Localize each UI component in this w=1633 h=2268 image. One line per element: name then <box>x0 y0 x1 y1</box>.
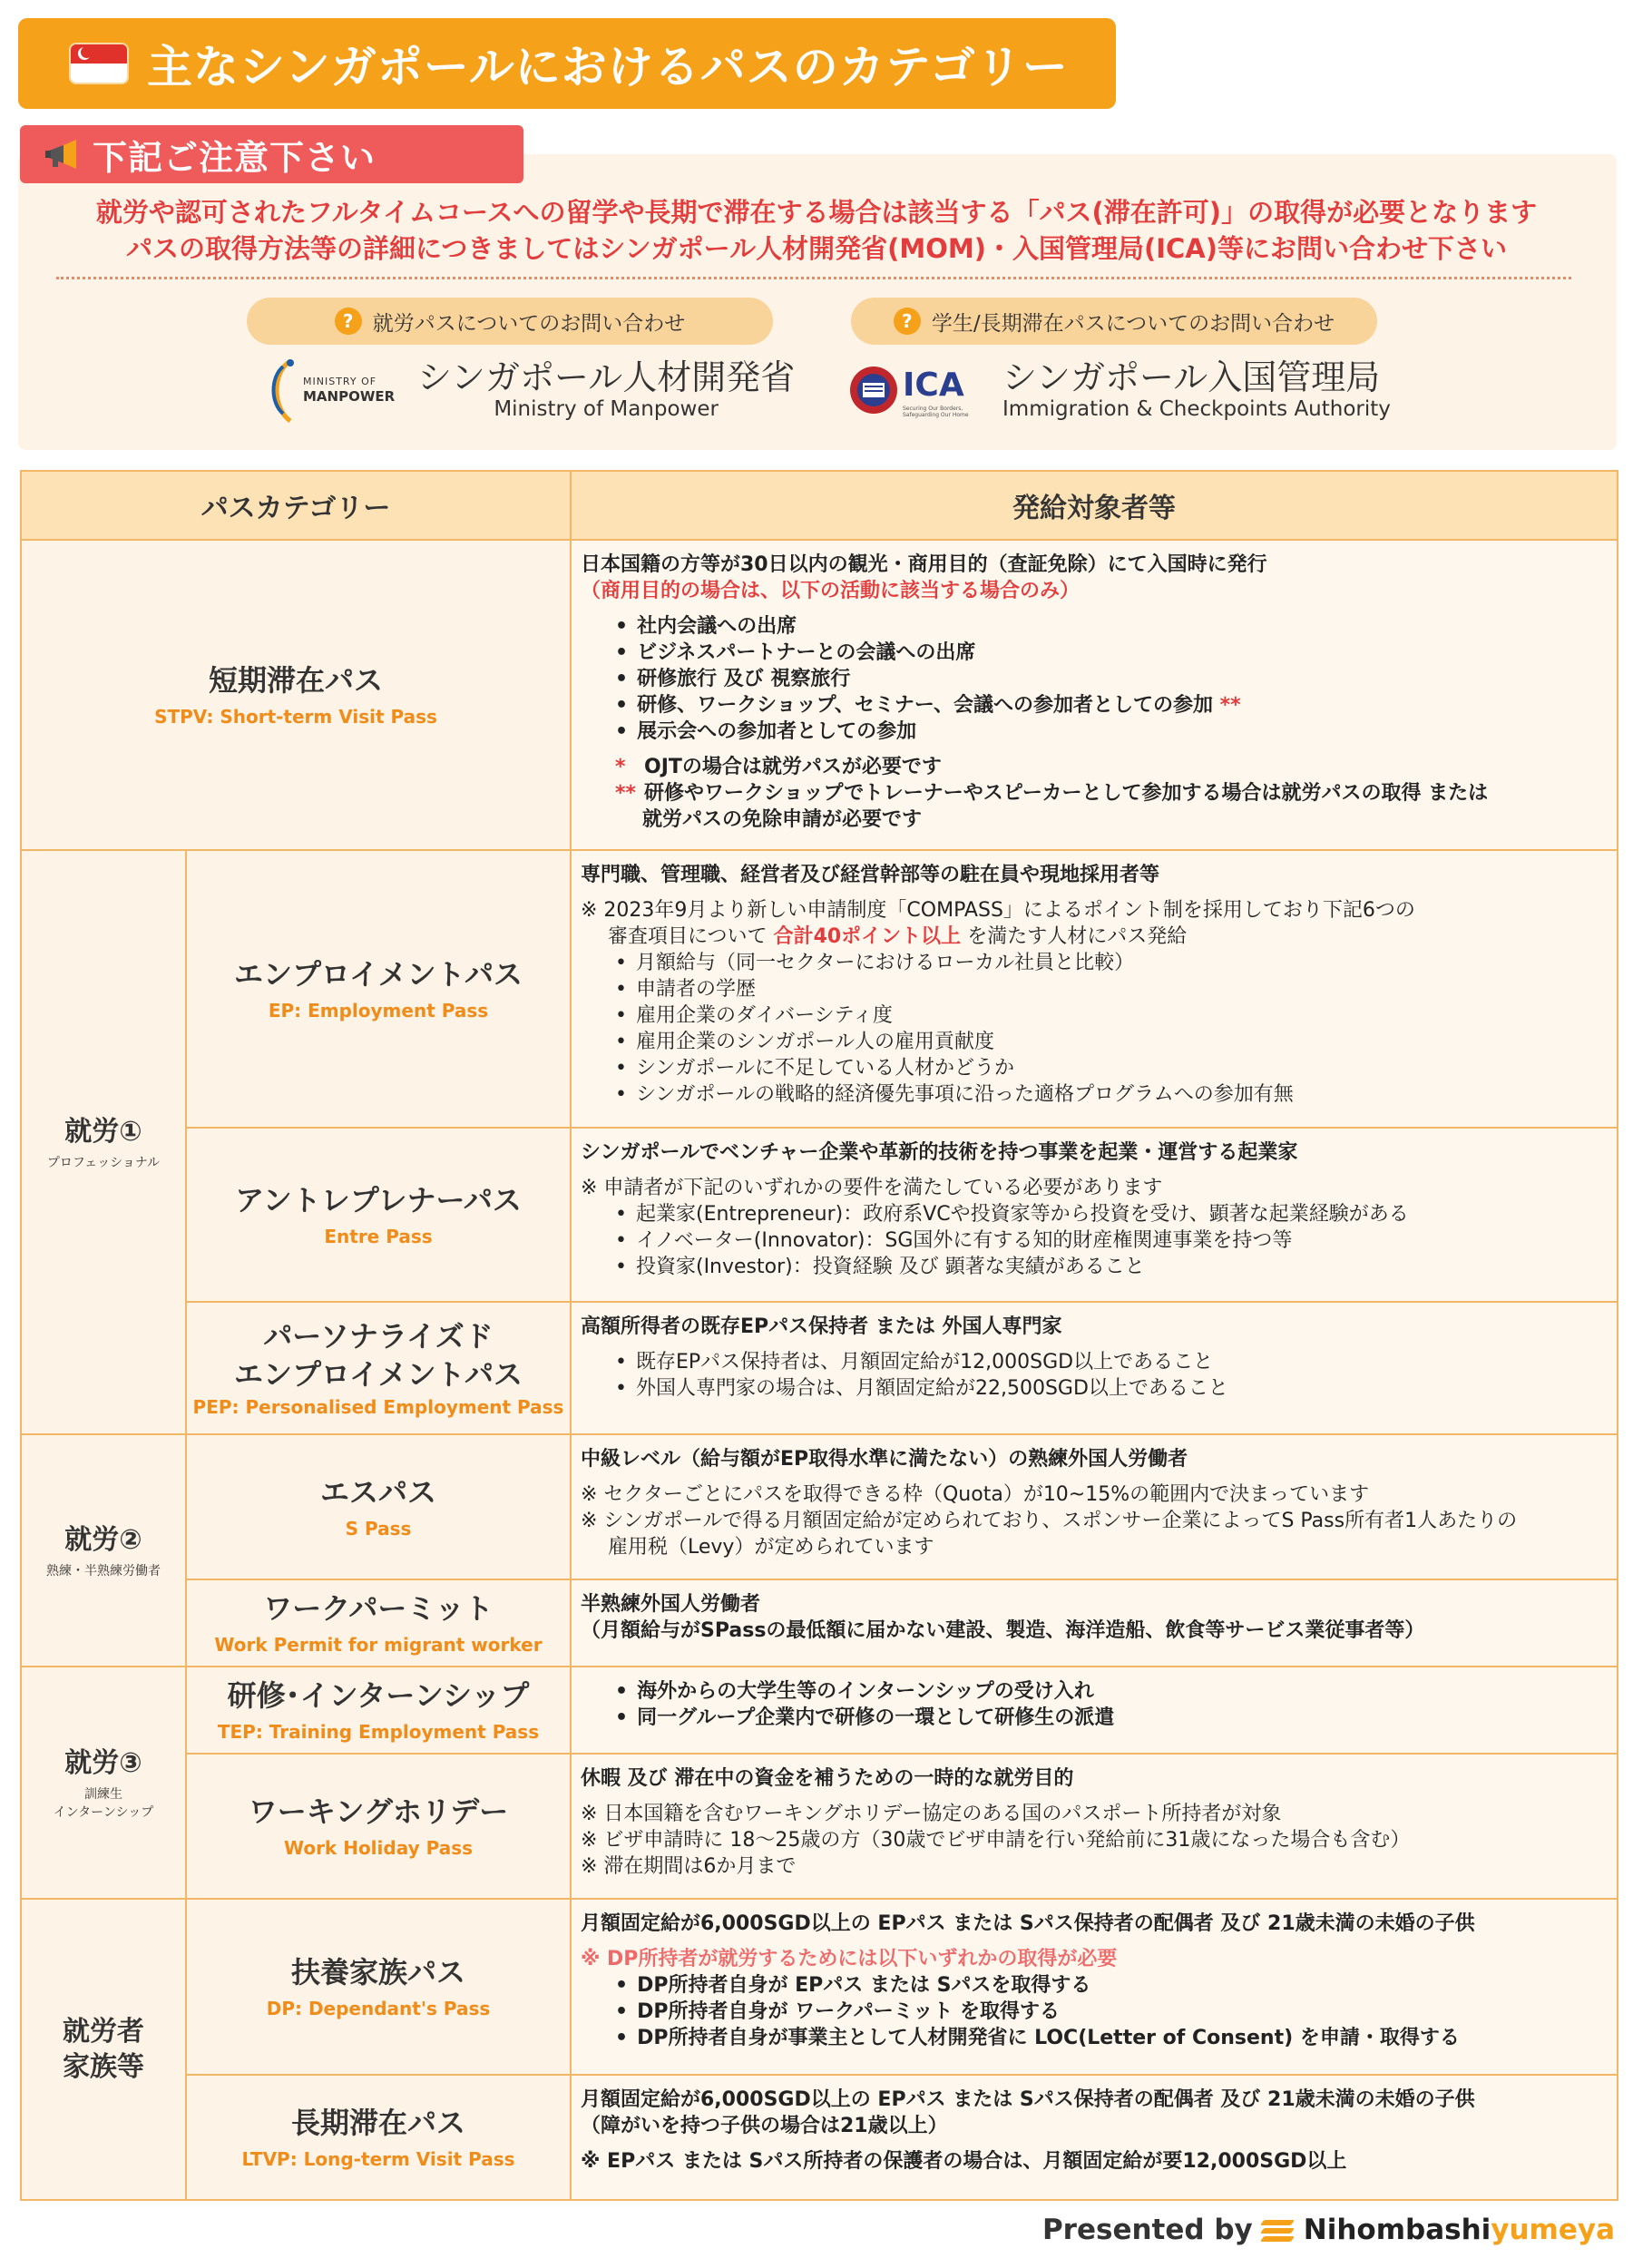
question-icon: ? <box>894 308 921 335</box>
presented-by: Presented by <box>1041 2214 1253 2246</box>
pass-table <box>20 470 1617 2201</box>
ica-name-en: Immigration & Checkpoints Authority <box>1002 396 1391 421</box>
title-bar <box>18 18 1116 109</box>
group-family: 就労者 家族等 <box>21 1899 186 2200</box>
table-row-spass <box>21 1434 1618 1579</box>
singapore-flag-icon <box>71 44 127 83</box>
target-tep: • 海外からの大学生等のインターンシップの受け入れ • 同一グループ企業内で研修の一環として研修生の派遣 <box>571 1667 1618 1754</box>
brand-name-a: Nihombashi <box>1303 2214 1491 2246</box>
category-wp: ワークパーミット Work Permit for migrant worker <box>186 1579 571 1667</box>
ica-name: シンガポール入国管理局 <box>1002 357 1381 398</box>
target-entre: シンガポールでベンチャー企業や革新的技術を持つ事業を起業・運営する起業家 ※ 申請者が下記のいずれかの要件を満たしている必要があります • 起業家(Entrepreneur)：政府系VCや投資家等から投資を受け、顕著な起業経験がある • イノベーター(Innovator)：SG国外に有する知的財産権関連事業を持つ等 • 投資家(Investor)：投資経験 及び 顕著な実績があること <box>571 1128 1618 1302</box>
student-pass-inquiry-pill: ? 学生/長期滞在パスについてのお問い合わせ <box>851 298 1377 345</box>
divider <box>56 277 1571 279</box>
target-spass: 中級レベル（給与額がEP取得水準に満たない）の熟練外国人労働者 ※ セクターごとにパスを取得できる枠（Quota）が10~15%の範囲内で決まっています ※ シンガポールで得る月額固定給が定められており、スポンサー企業によってS Pass所有者1人あたりの 雇用税（Levy）が定められています <box>571 1434 1618 1579</box>
ica-logo: ICA Securing Our Borders, Safeguarding Our Home <box>848 354 984 426</box>
header-category: パスカテゴリー <box>21 471 571 540</box>
notice-tab-label: 下記ご注意下さい <box>93 137 376 178</box>
ica-contact <box>848 354 1391 426</box>
target-wp: 半熟練外国人労働者 （月額給与がSPassの最低額に届かない建設、製造、海洋造船、飲食等サービス業従事者等） <box>571 1579 1618 1667</box>
table-row-pep <box>21 1302 1618 1434</box>
table-row-stpv <box>21 540 1618 850</box>
brand-name-b: yumeya <box>1491 2214 1615 2246</box>
table-row-ltvp <box>21 2075 1618 2200</box>
mom-name: シンガポール人材開発省 <box>417 357 796 398</box>
table-row-wp <box>21 1579 1618 1667</box>
category-stpv: 短期滞在パス STPV: Short-term Visit Pass <box>21 540 571 850</box>
category-wh: ワーキングホリデー Work Holiday Pass <box>186 1754 571 1899</box>
category-entre: アントレプレナーパス Entre Pass <box>186 1128 571 1302</box>
group-work-3: 就労③ 訓練生 インターンシップ <box>21 1667 186 1899</box>
category-pep: パーソナライズド エンプロイメントパス PEP: Personalised Employment Pass <box>186 1302 571 1434</box>
header-target: 発給対象者等 <box>571 471 1618 540</box>
notice-tab <box>20 125 523 183</box>
category-spass: エスパス S Pass <box>186 1434 571 1579</box>
target-stpv: 日本国籍の方等が30日以内の観光・商用目的（査証免除）にて入国時に発行 （商用目的の場合は、以下の活動に該当する場合のみ） • 社内会議への出席 • ビジネスパートナーとの会議への出席 • 研修旅行 及び 視察旅行 • 研修、ワークショップ、セミナー、会議への参加者としての参加 ** • 展示会への参加者としての参加 * OJTの場合は就労パスが必要です ** 研修やワークショップでトレーナーやスピーカーとして参加する場合は就労パスの取得 または 就労パスの免除申請が必要です <box>571 540 1618 850</box>
question-icon: ? <box>335 308 362 335</box>
category-ep: エンプロイメントパス EP: Employment Pass <box>186 850 571 1128</box>
table-row-tep <box>21 1667 1618 1754</box>
mom-contact <box>263 354 795 426</box>
group-work-1: 就労① プロフェッショナル <box>21 850 186 1434</box>
brand-logo-icon <box>1262 2218 1295 2242</box>
notice-line-2: パスの取得方法等の詳細につきましてはシンガポール人材開発省(MOM)・入国管理局(ICA)等にお問い合わせ下さい <box>125 233 1508 264</box>
mom-name-en: Ministry of Manpower <box>494 396 719 421</box>
work-pass-inquiry-pill: ? 就労パスについてのお問い合わせ <box>247 298 773 345</box>
group-work-2: 就労② 熟練・半熟練労働者 <box>21 1434 186 1667</box>
table-row-entre <box>21 1128 1618 1302</box>
mom-logo: MINISTRY OF MANPOWER <box>263 354 399 426</box>
target-dp: 月額固定給が6,000SGD以上の EPパス または Sパス保持者の配偶者 及び 21歳未満の未婚の子供 ※ DP所持者が就労するためには以下いずれかの取得が必要 • DP所持者自身が EPパス または Sパスを取得する • DP所持者自身が ワークパーミット を取得する • DP所持者自身が事業主として人材開発省に LOC(Letter of Consent) を申請・取得する <box>571 1899 1618 2075</box>
target-pep: 高額所得者の既存EPパス保持者 または 外国人専門家 • 既存EPパス保持者は、月額固定給が12,000SGD以上であること • 外国人専門家の場合は、月額固定給が22,500SGD以上であること <box>571 1302 1618 1434</box>
footer-credit <box>1042 2214 1615 2246</box>
megaphone-icon <box>44 138 83 171</box>
table-row-wh <box>21 1754 1618 1899</box>
target-wh: 休暇 及び 滞在中の資金を補うための一時的な就労目的 ※ 日本国籍を含むワーキングホリデー協定のある国のパスポート所持者が対象 ※ ビザ申請時に 18～25歳の方（30歳でビザ申請を行い発給前に31歳になった場合も含む） ※ 滞在期間は6か月まで <box>571 1754 1618 1899</box>
table-row-ep <box>21 850 1618 1128</box>
target-ltvp: 月額固定給が6,000SGD以上の EPパス または Sパス保持者の配偶者 及び 21歳未満の未婚の子供 （障がいを持つ子供の場合は21歳以上） ※ EPパス または Sパス所持者の保護者の場合は、月額固定給が要12,000SGD以上 <box>571 2075 1618 2200</box>
table-row-dp <box>21 1899 1618 2075</box>
category-ltvp: 長期滞在パス LTVP: Long-term Visit Pass <box>186 2075 571 2200</box>
target-ep: 専門職、管理職、経営者及び経営幹部等の駐在員や現地採用者等 ※ 2023年9月より新しい申請制度「COMPASS」によるポイント制を採用しており下記6つの 審査項目について 合計40ポイント以上 を満たす人材にパス発給 • 月額給与（同一セクターにおけるローカル社員と比較） • 申請者の学歴 • 雇用企業のダイバーシティ度 • 雇用企業のシンガポール人の雇用貢献度 • シンガポールに不足している人材かどうか • シンガポールの戦略的経済優先事項に沿った適格プログラムへの参加有無 <box>571 850 1618 1128</box>
category-dp: 扶養家族パス DP: Dependant's Pass <box>186 1899 571 2075</box>
page-title: 主なシンガポールにおけるパスのカテゴリー <box>147 41 1069 93</box>
category-tep: 研修･インターンシップ TEP: Training Employment Pass <box>186 1667 571 1754</box>
notice-line-1: 就労や認可されたフルタイムコースへの留学や長期で滞在する場合は該当する「パス(滞在許可)」の取得が必要となります <box>95 197 1538 228</box>
table-header-row <box>21 471 1618 540</box>
